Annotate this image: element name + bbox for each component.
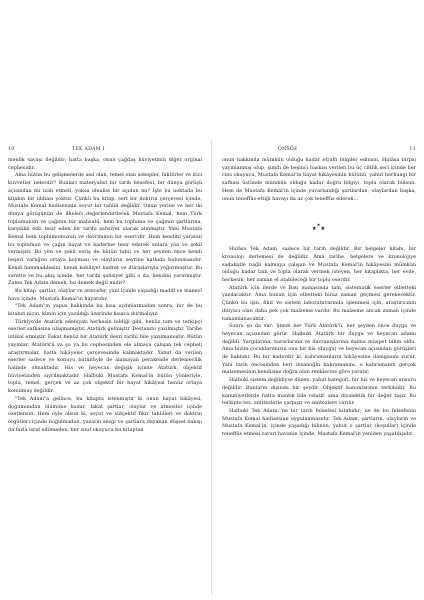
left-paragraph: Türkiye'de Atatürk edebiyatı herkesin bildiği gibi, henüz tam ve terkipçi eserler safhasına ulaşmamıştır. Atatürk gelmiştir. Destanını yazılmıştır. Tarihe intikal etmiştir. Fakat henüz bir Atatürk devri tarihi bile yazılmamıştır. Bütün yayınlar, Atatürk'ü ya şu ya bu cephesinden ele almaya çalışan tek cepheli araştırmalar, hatta hikâyeler çerçevesinde kalmaktadır. Yahut da verilen eserler sadece ve konuyu bütünüyle de alamayan perakende derlemecilik halinde olmaktadır. His ve heyecan değişik içinde Atatürk, objektif hüviyetinden sıyrılmaktadır. Halbuki Mustafa Kemal'in bütün yönleriyle, toplu, temel, gerçek ve az çok objektif bir hayat hikâyesi henüz ortaya konulmuş değildir. (8, 318, 202, 395)
ornament-star-left: ★ (311, 226, 318, 233)
right-paragraph: Atatürk için ilerde ve Batı manasında tam, sistematik eserler elbetteki yazılacaktır. Ama bunun için elbetteki biraz zaman geçmesi gerekecektir. Çünkü bu işin, fikir ve sistem laboratuvarında işlenmesi için, araştırıcının ihtiyacı olan daha pek çok malzeme vardır. Bu malzeme ancak zaman içinde tamamlanacaktır. (222, 284, 416, 322)
ornament-star-top: ★ (316, 222, 322, 228)
left-page (8, 144, 202, 596)
right-paragraph: Halbuki sistem değildiyse düzen, yahut kategori, bir his ve heyecan unsuru değildir. Bunların dışında bir şeydir. Objektif kanunlarının terkibidir. Bu kanuniyetlerde hatta mantık bile relatif, ama diyalektik bir değer taşır. Bu terkipte tez, antitezlerle çarpışır ve sentezlere varılır. (222, 377, 416, 407)
right-page (222, 144, 416, 596)
right-page-number: 11 (409, 147, 416, 152)
left-page-number: 10 (8, 147, 15, 152)
left-paragraph: Bu kitap, şartlar, olaylar ve atmosfer, yani içinde yaşadığı maddî ve manevî hava içinde, Mustafa Kemal'in hayatıdır. (8, 287, 202, 302)
right-running-head (222, 144, 416, 155)
left-running-head (8, 144, 202, 155)
page-gutter (211, 140, 212, 595)
left-paragraph: Ama bütün bu gelişmelerde asıl olan, temel olan sebepler, faktörler ve itici kuvvetler nelerdir? Bunları materyalist bir tarih felsefesi, bir dünya görüşü açısından mı izah etmeli, yoksa idealist bir açıdan mı? İşte bu noktada bu kitabın bir iddiası yoktur. Çünkü bu kitap, sert bir doktrin çerçevesi içinde, Mustafa Kemal hadisesinin soyut bir tahlili değildir. Onun yerine ve her iki dünya görüşünün de ilkeleri değerlendirilerek Mustafa Kemal, hem Türk toplumunun ve çağının bir mahsulü, hem bu topluma ve çağının şartlarına, karşılıklı etki tesir eden bir tarihi şahsiyet olarak alınmıştır. Yani Mustafa Kemal hem toplumumuzun ve devriminin bir eseri'dir. Hem kendini yaratan bu toplumun ve çağın hayat ve kaderine tesir ederek onlara yön ve şekil vermiştir. Bu yön ve şekil veriş de bütün tabii ve her şeyden önce kendi beşerî varlığını ortaya koyması ve olayların seyrine katkıda bulunmasıdır. Kendi hammaddesini, kendi kabiliyet kudret ve iltiraslarıyla yoğurmuştur. Bu surette ve bu akış içinde, her tarihi şahsiyet gibi o da, kendini yaratmıştır. Zaten Tek Adam demek, bu demek değil midir? (8, 172, 202, 287)
right-running-title: ÖNSÖZ (278, 147, 298, 152)
right-paragraph: onun hakkında mümkün olduğu kadar etraflı bilgiler edinsin, Hulâsa birpsi yayınlanmış olup, şimdi de beşinci baskısı verilen bu üç ciltlik seri içinde her cins okuyucu, Mustafa Kemal'in hayat hikâyesinin bütünü, yahut herhangi bir safhası üstünde mümkün olduğu kadar doğru bilgiyi, toplu olarak bulsun. Hem de Mustafa Kemal'in içinde yuvarlandığı şartlardan, olaylardan başka, onun teneffüs ettiği havayı da az çok teneffüs ederek… (222, 157, 416, 202)
right-paragraph: Halbuki Tek Adam, ne bir tarih felsefesi kitabıdır; ne de bu felsefenin Mustafa Kemal hadisesine uygulanmasıdır. Tek Adam, şartların, olayların ve Mustafa Kemal'in, içinde yaşadığı bilinen, yahut o şartlar (koşullar) içinde teneffüs etmesi zaruri havanın içinde, Mustafa Kemal'in yeniden yaşatılışıdır. (222, 407, 416, 438)
right-body-text (222, 157, 416, 439)
ornament-star-right: ★ (320, 226, 327, 233)
left-running-title: TEK ADAM I (72, 147, 105, 152)
right-paragraph: Sonra şu da var: Şimdi her Türk Atatürk'ü, her şeyden önce duygu ve heyecan açısından görür. Halbuki Atatürk bir duygu ve heyecan adamı değildi. Yargılarına, kararlarına ve davranışlarına daima müspet bilim oldu. Ama bizim çocuklarımızın onu bir his (duygu) ve heyecan açısından görüşleri de haklıdır. Bu bir kaderdir ki, kahramanların hikâyesine damgasını vurur. Yani tarih öncesinden beri insanoğlu kahramanını, o kahramanın gerçek malzemesinin kendisine doğru olan renklerine göre yaratır. (222, 323, 416, 376)
left-paragraph: menlik savaşı değildir; hatta başka, onun çağdaş hüviyetinin diğer orijinal cephesidir. (8, 157, 202, 171)
left-paragraph: "Tek Adam"ın yapısı hakkında bu kısa aydınlatmadan sonra, bir de bu kitabın niçin, kimin için yazıldığı üzerinde kısaca durmalıyız: (8, 303, 202, 318)
left-body-text (8, 157, 202, 434)
left-paragraph: "Tek Adam"a gelince, bu kitapta istenmiştir ki onun hayat hikâyesi, doğumundan ölümüne kadar, fakat şartlar, olaylar ve atmosfer içinde özetlensin. Hem öyle olsun ki, soyut ve sübjektif fikir tahlilleri ve doktrin örgütleri içinde boğulmadan, yazarın sezgi ve şartlara dayanan düşsel bakışı da fazla israf edilmeden, her sınıf okuyucu bu kitaptan (8, 395, 202, 433)
right-paragraph: Hulâsa Tek Adam, sadece bir tarih değildir. Bir belgeler kitabı, bir kronoloji derlemesi de değildir. Ama tarihe, belgelere ve kronolojiye sadakatle bağlı kalmaya çalışan ve Mustafa Kemal'in hikâyesini mümkün olduğu kadar tam ve topla olarak vermek isteyen, her kitaplıkta, her evde, herkesin, her zaman el atabileceği bir toplu eserdir. (222, 246, 416, 284)
section-break-ornament (222, 223, 416, 232)
